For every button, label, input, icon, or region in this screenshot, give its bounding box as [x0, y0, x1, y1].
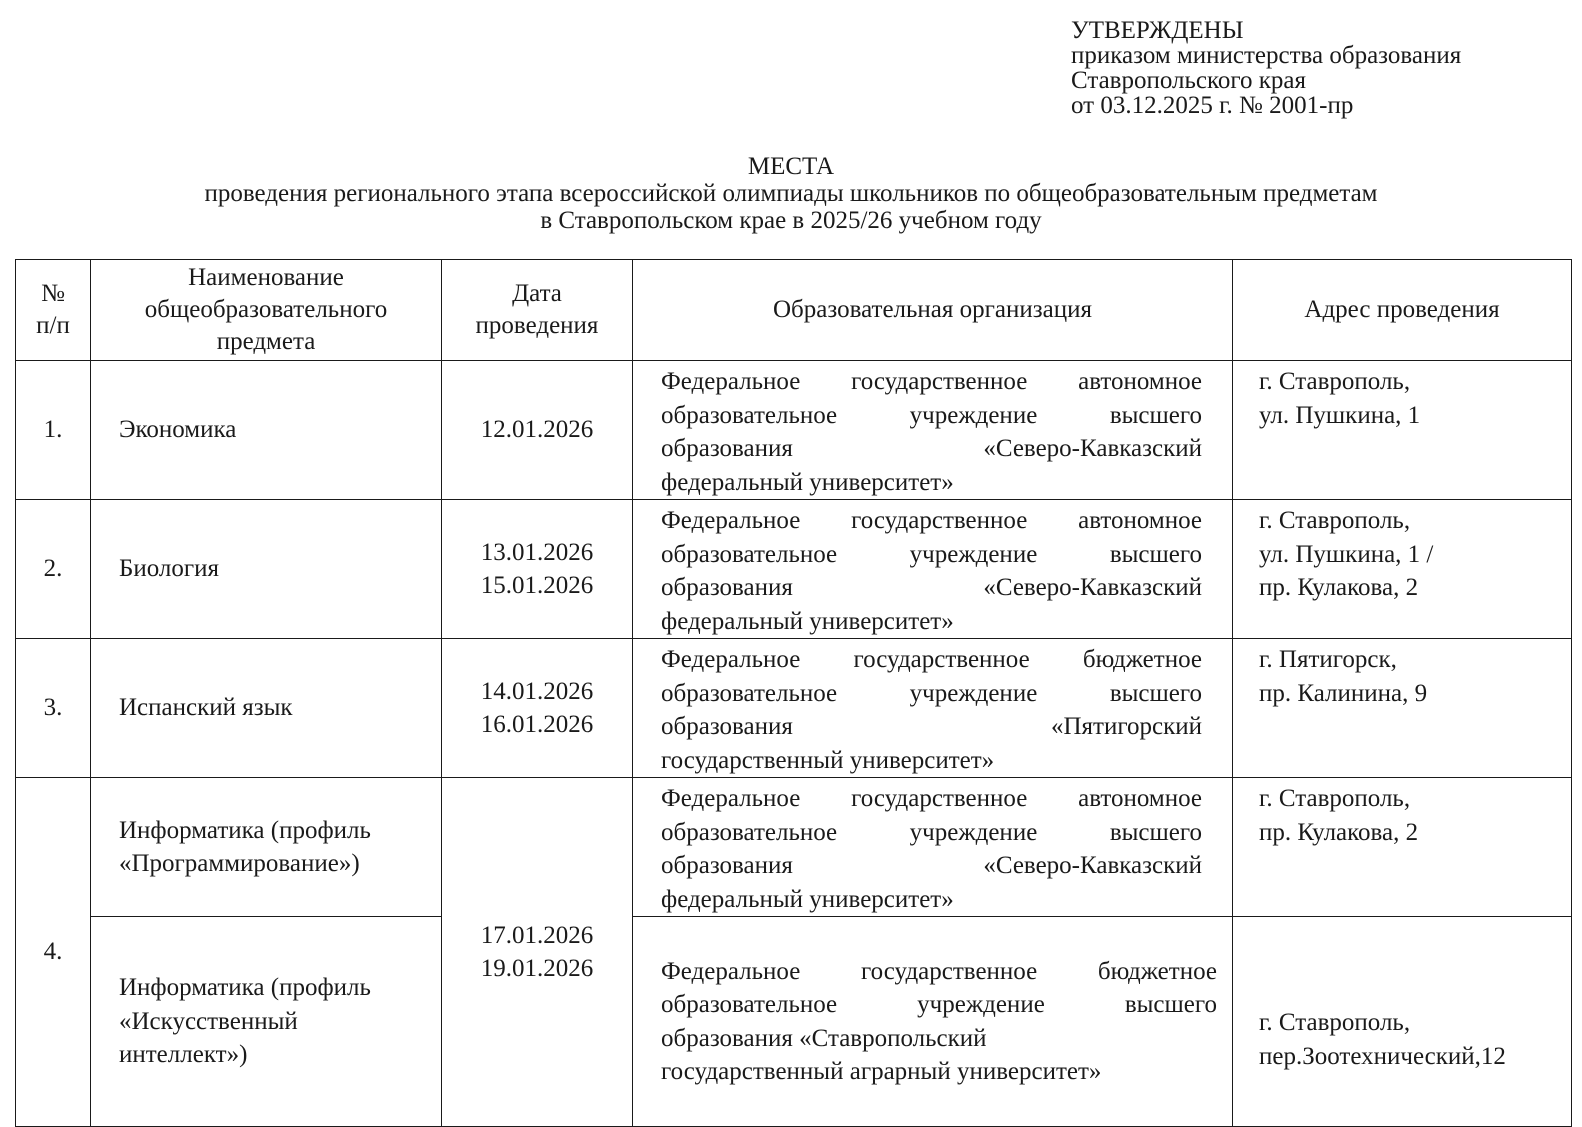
- table-row: [16, 917, 1572, 1127]
- row-date-1: 14.01.2026: [480, 677, 594, 705]
- address-line-2: ул. Пушкина, 1: [1259, 401, 1421, 429]
- row-number: 2.: [16, 500, 91, 639]
- org-line: образования «Пятигорский: [661, 713, 1202, 740]
- address-line-1: г. Ставрополь,: [1259, 368, 1411, 395]
- row-organization: [633, 361, 1233, 500]
- org-line: образования «Северо-Кавказский: [661, 852, 1202, 879]
- org-line: образовательное учреждение высшего: [661, 818, 1202, 846]
- subject-line-1: Информатика (профиль: [119, 816, 371, 844]
- address-line-1: г. Ставрополь,: [1259, 1009, 1411, 1036]
- org-line: образовательное учреждение высшего: [661, 540, 1202, 568]
- org-line: образования «Северо-Кавказский: [661, 574, 1202, 601]
- row-date: [442, 500, 633, 639]
- address-line-2: пер.Зоотехнический,12: [1259, 1042, 1506, 1070]
- table-row: [16, 639, 1572, 778]
- row-subject: Испанский язык: [91, 639, 442, 778]
- table-row: [16, 361, 1572, 500]
- row-number: 4.: [16, 778, 91, 1127]
- org-line: образования «Северо-Кавказский: [661, 435, 1202, 462]
- address-line-1: г. Пятигорск,: [1259, 646, 1397, 673]
- row-date-2: 19.01.2026: [480, 955, 594, 982]
- header-address: Адрес проведения: [1233, 260, 1572, 361]
- row-address: [1233, 361, 1572, 500]
- approval-order-line: приказом министерства образования: [1071, 42, 1462, 69]
- org-line: образования «Ставропольский: [661, 1024, 987, 1052]
- header-date: [442, 260, 633, 361]
- row-organization: [633, 917, 1233, 1127]
- org-line: образовательное учреждение высшего: [661, 679, 1202, 707]
- row-address: [1233, 917, 1572, 1127]
- row-organization: [633, 778, 1233, 917]
- header-subject: [91, 260, 442, 361]
- approval-title: УТВЕРЖДЕНЫ: [1071, 17, 1244, 44]
- org-line: Федеральное государственное бюджетное: [661, 957, 1217, 985]
- table-row: [16, 778, 1572, 917]
- document-title: [0, 153, 1582, 234]
- header-organization: Образовательная организация: [633, 260, 1233, 361]
- org-line: федеральный университет»: [661, 468, 954, 496]
- row-subject: Биология: [91, 500, 442, 639]
- org-line: государственный университет»: [661, 746, 995, 774]
- header-date-line-2: проведения: [475, 312, 599, 339]
- row-address: [1233, 500, 1572, 639]
- row-subject: Экономика: [91, 361, 442, 500]
- address-line-2: пр. Калинина, 9: [1259, 679, 1428, 707]
- approval-region-line: Ставропольского края: [1071, 67, 1306, 94]
- address-line-2: ул. Пушкина, 1 /: [1259, 540, 1434, 568]
- row-number: 1.: [16, 361, 91, 500]
- org-line: Федеральное государственное автономное: [661, 368, 1202, 395]
- row-subject: [91, 917, 442, 1127]
- row-address: [1233, 778, 1572, 917]
- subject-line-1: Информатика (профиль: [119, 974, 371, 1002]
- subject-line-2: «Программирование»): [119, 850, 360, 877]
- header-subject-line-2: общеобразовательного: [144, 296, 388, 323]
- row-address: [1233, 639, 1572, 778]
- org-line: Федеральное государственное бюджетное: [661, 646, 1202, 673]
- address-line-1: г. Ставрополь,: [1259, 507, 1411, 534]
- org-line: федеральный университет»: [661, 607, 954, 635]
- row-date: [442, 778, 633, 1127]
- table-header-row: [16, 260, 1572, 361]
- org-line: государственный аграрный университет»: [661, 1058, 1102, 1085]
- address-line-3: пр. Кулакова, 2: [1259, 574, 1419, 601]
- address-line-1: г. Ставрополь,: [1259, 785, 1411, 812]
- subject-line-3: интеллект»): [119, 1041, 248, 1069]
- header-number: [16, 260, 91, 361]
- org-line: Федеральное государственное автономное: [661, 507, 1202, 534]
- row-date-1: 17.01.2026: [480, 921, 594, 949]
- table-row: [16, 500, 1572, 639]
- title-line-1: проведения регионального этапа всероссийской олимпиады школьников по общеобразовательным предметам: [204, 180, 1378, 207]
- venues-table: [15, 259, 1572, 1127]
- row-organization: [633, 500, 1233, 639]
- org-line: Федеральное государственное автономное: [661, 785, 1202, 812]
- row-organization: [633, 639, 1233, 778]
- address-line-2: пр. Кулакова, 2: [1259, 818, 1419, 846]
- row-date-1: 13.01.2026: [480, 538, 594, 566]
- title-line-2: в Ставропольском крае в 2025/26 учебном году: [540, 207, 1042, 234]
- row-date: [442, 639, 633, 778]
- row-number: 3.: [16, 639, 91, 778]
- org-line: образовательное учреждение высшего: [661, 401, 1202, 429]
- row-subject: [91, 778, 442, 917]
- org-line: образовательное учреждение высшего: [661, 991, 1217, 1018]
- header-number-line-1: №: [41, 280, 65, 307]
- row-date-2: 16.01.2026: [480, 711, 594, 738]
- approval-date-line: от 03.12.2025 г. № 2001-пр: [1071, 92, 1354, 119]
- header-subject-line-1: Наименование: [188, 264, 344, 291]
- org-line: федеральный университет»: [661, 885, 954, 913]
- header-number-line-2: п/п: [36, 312, 70, 339]
- row-date: [442, 361, 633, 500]
- header-date-line-1: Дата: [512, 280, 562, 307]
- row-date-1: 12.01.2026: [480, 416, 594, 444]
- approval-stamp: [1071, 18, 1461, 118]
- row-date-2: 15.01.2026: [480, 572, 594, 599]
- title-heading: МЕСТА: [747, 153, 835, 180]
- header-subject-line-3: предмета: [216, 328, 316, 355]
- subject-line-2: «Искусственный: [119, 1007, 298, 1035]
